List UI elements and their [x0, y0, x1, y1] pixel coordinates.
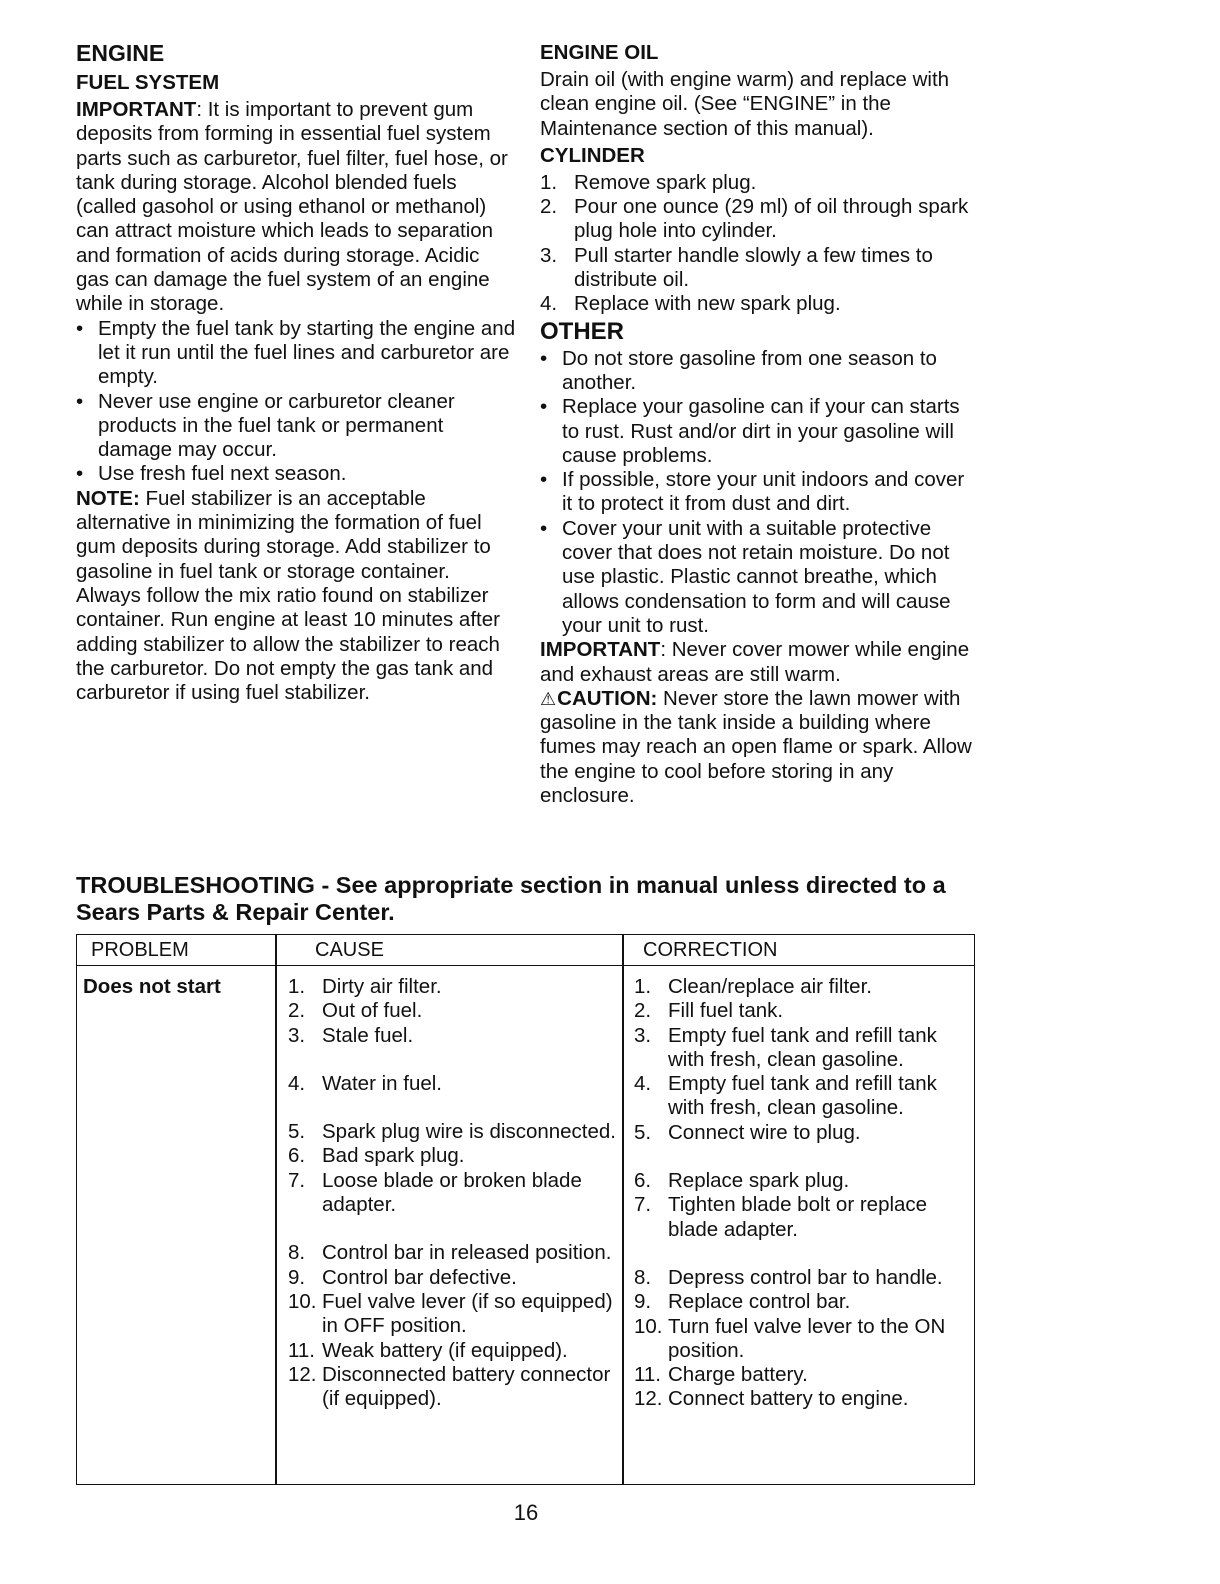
- item-text: Fill fuel tank.: [668, 999, 784, 1023]
- important-label: IMPORTANT: [540, 638, 661, 662]
- step-text: Remove spark plug.: [574, 170, 757, 194]
- list-item: • Use fresh fuel next season.: [76, 462, 516, 486]
- engine-oil-paragraph: Drain oil (with engine warm) and replace with clean engine oil. (See “ENGINE” in the Maintenance section of this manual).: [540, 68, 950, 140]
- item-text: Spark plug wire is disconnected.: [322, 1120, 616, 1144]
- caution-paragraph: [540, 687, 980, 808]
- table-header-row: [77, 935, 974, 966]
- item-text: Weak battery (if equipped).: [322, 1338, 568, 1362]
- list-item: [634, 1266, 974, 1290]
- list-item: • Empty the fuel tank by starting the engine and let it run until the fuel lines and carburetor are empty.: [76, 317, 516, 390]
- correction-column-header: CORRECTION: [643, 939, 778, 961]
- other-bullets: [540, 347, 980, 639]
- item-text: Clean/replace air filter.: [668, 975, 872, 998]
- list-item: [288, 1339, 618, 1363]
- column-divider: [622, 935, 624, 1484]
- item-text: Tighten blade bolt or replace blade adapter.: [668, 1193, 928, 1241]
- list-item: [634, 1315, 974, 1364]
- correction-cell: [634, 975, 974, 1412]
- cause-list: [288, 975, 618, 1411]
- item-number: 11.: [634, 1363, 661, 1387]
- list-item: [634, 999, 974, 1023]
- item-number: 10.: [634, 1314, 663, 1338]
- item-text: Connect battery to engine.: [668, 1387, 909, 1411]
- list-item: [288, 1120, 618, 1144]
- cause-cell: [288, 975, 618, 1411]
- problem-cell: Does not start: [83, 975, 221, 998]
- item-number: 9.: [288, 1265, 306, 1289]
- list-item: [540, 244, 980, 293]
- fuel-system-important-paragraph: [76, 98, 516, 317]
- item-text: Loose blade or broken blade adapter.: [322, 1168, 582, 1217]
- list-item: [540, 171, 980, 195]
- item-text: Replace control bar.: [668, 1290, 851, 1314]
- item-number: 1.: [634, 975, 652, 998]
- item-text: Control bar defective.: [322, 1265, 517, 1289]
- list-item: [634, 1387, 974, 1411]
- list-item: [634, 1193, 974, 1242]
- item-text: Charge battery.: [668, 1363, 808, 1387]
- item-number: 11.: [288, 1338, 315, 1362]
- item-text: Turn fuel valve lever to the ON position.: [668, 1314, 946, 1362]
- item-number: 8.: [288, 1241, 306, 1265]
- note-paragraph: [76, 487, 516, 706]
- list-item: [288, 1024, 618, 1048]
- fuel-system-bullets: [76, 317, 516, 487]
- cylinder-steps: [540, 171, 980, 317]
- important-text: : It is important to prevent gum deposits from forming in essential fuel system parts such as carburetor, fuel filter, fuel hose, or tank during storage. Alcohol blended fuels (called gasohol or using ethanol or methanol) can attract moisture which leads to separation and formation of acids during storage. Acidic gas can damage the fuel system of an engine while in storage.: [76, 98, 508, 316]
- step-number: 3.: [540, 243, 558, 267]
- important-text: : Never cover mower while engine and exhaust areas are still warm.: [540, 638, 970, 686]
- list-item: • Never use engine or carburetor cleaner products in the fuel tank or permanent damage may occur.: [76, 390, 516, 463]
- item-text: Empty fuel tank and refill tank with fresh, clean gasoline.: [668, 1072, 937, 1120]
- item-number: 5.: [634, 1120, 652, 1144]
- step-number: 4.: [540, 292, 558, 316]
- item-number: 12.: [634, 1387, 663, 1411]
- list-item: [288, 1363, 618, 1412]
- warning-triangle-icon: ⚠: [540, 688, 557, 709]
- list-item: [540, 195, 980, 244]
- step-number: 2.: [540, 195, 558, 219]
- list-item: [634, 1363, 974, 1387]
- right-column: [540, 38, 980, 808]
- other-heading: OTHER: [540, 317, 624, 345]
- list-item: [634, 975, 974, 999]
- page-number: 16: [513, 1500, 539, 1525]
- troubleshooting-table: [76, 934, 975, 1485]
- item-number: 7.: [634, 1193, 652, 1217]
- item-number: 12.: [288, 1362, 317, 1386]
- list-item: [288, 1290, 618, 1339]
- left-column: [76, 38, 516, 705]
- list-item: [288, 999, 618, 1023]
- note-label: NOTE:: [76, 486, 140, 510]
- list-item: • If possible, store your unit indoors and cover it to protect it from dust and dirt.: [540, 468, 980, 517]
- list-item: [634, 1024, 974, 1073]
- caution-label: CAUTION:: [557, 686, 658, 710]
- item-number: 3.: [634, 1023, 652, 1047]
- list-item: [634, 1072, 974, 1121]
- item-number: 2.: [634, 999, 652, 1023]
- item-text: Disconnected battery connector (if equipped).: [322, 1362, 611, 1411]
- item-number: 4.: [288, 1071, 306, 1095]
- troubleshooting-heading: TROUBLESHOOTING - See appropriate section in manual unless directed to a Sears Parts & Repair Center.: [76, 872, 946, 925]
- item-number: 1.: [288, 975, 306, 998]
- cause-column-header: CAUSE: [315, 939, 384, 961]
- step-text: Replace with new spark plug.: [574, 292, 841, 316]
- item-number: 2.: [288, 999, 306, 1023]
- cylinder-heading: CYLINDER: [540, 143, 645, 167]
- item-number: 7.: [288, 1168, 306, 1192]
- list-item: [288, 1169, 618, 1218]
- list-item: [540, 292, 980, 316]
- list-item: [288, 1266, 618, 1290]
- item-text: Replace spark plug.: [668, 1169, 850, 1193]
- item-text: Depress control bar to handle.: [668, 1265, 943, 1289]
- item-text: Out of fuel.: [322, 999, 423, 1023]
- item-number: 9.: [634, 1290, 652, 1314]
- list-item: [634, 1169, 974, 1193]
- list-item: [288, 1241, 618, 1265]
- engine-oil-heading: ENGINE OIL: [540, 41, 659, 64]
- item-number: 6.: [288, 1144, 306, 1168]
- correction-list: [634, 975, 974, 1412]
- fuel-system-heading: FUEL SYSTEM: [76, 71, 220, 94]
- item-number: 4.: [634, 1072, 652, 1096]
- item-number: 10.: [288, 1289, 317, 1313]
- item-text: Dirty air filter.: [322, 975, 442, 998]
- item-text: Bad spark plug.: [322, 1144, 465, 1168]
- important-label: IMPORTANT: [76, 98, 197, 121]
- step-text: Pour one ounce (29 ml) of oil through spark plug hole into cylinder.: [574, 195, 969, 243]
- column-divider: [275, 935, 277, 1484]
- list-item: [288, 975, 618, 999]
- engine-heading: ENGINE: [76, 40, 165, 66]
- item-text: Empty fuel tank and refill tank with fresh, clean gasoline.: [668, 1023, 937, 1071]
- item-text: Connect wire to plug.: [668, 1120, 861, 1144]
- list-item: • Replace your gasoline can if your can starts to rust. Rust and/or dirt in your gasoline will cause problems.: [540, 395, 980, 468]
- list-item: • Do not store gasoline from one season to another.: [540, 347, 980, 396]
- step-number: 1.: [540, 170, 558, 194]
- list-item: [288, 1072, 618, 1096]
- list-item: • Cover your unit with a suitable protective cover that does not retain moisture. Do not use plastic. Plastic cannot breathe, which allows condensation to form and will cause your unit to rust.: [540, 517, 980, 638]
- item-number: 5.: [288, 1120, 306, 1144]
- important-warm-paragraph: [540, 638, 980, 687]
- step-text: Pull starter handle slowly a few times to distribute oil.: [574, 243, 933, 292]
- item-text: Stale fuel.: [322, 1023, 414, 1047]
- problem-column-header: PROBLEM: [91, 939, 189, 961]
- list-item: [288, 1144, 618, 1168]
- item-number: 3.: [288, 1023, 306, 1047]
- item-number: 8.: [634, 1265, 652, 1289]
- list-item: [634, 1121, 974, 1145]
- item-text: Fuel valve lever (if so equipped) in OFF position.: [322, 1289, 613, 1338]
- item-text: Water in fuel.: [322, 1071, 443, 1095]
- list-item: [634, 1290, 974, 1314]
- item-text: Control bar in released position.: [322, 1241, 612, 1265]
- caution-text: Never store the lawn mower with gasoline in the tank inside a building where fumes may reach an open flame or spark. Allow the engine to cool before storing in any enclosure.: [540, 686, 972, 808]
- note-text: Fuel stabilizer is an acceptable alternative in minimizing the formation of fuel gum deposits during storage. Add stabilizer to gasoline in fuel tank or storage container. Always follow the mix ratio found on stabilizer container. Run engine at least 10 minutes after adding stabilizer to allow the stabilizer to reach the carburetor. Do not empty the gas tank and carburetor if using fuel stabilizer.: [76, 486, 500, 705]
- item-number: 6.: [634, 1169, 652, 1193]
